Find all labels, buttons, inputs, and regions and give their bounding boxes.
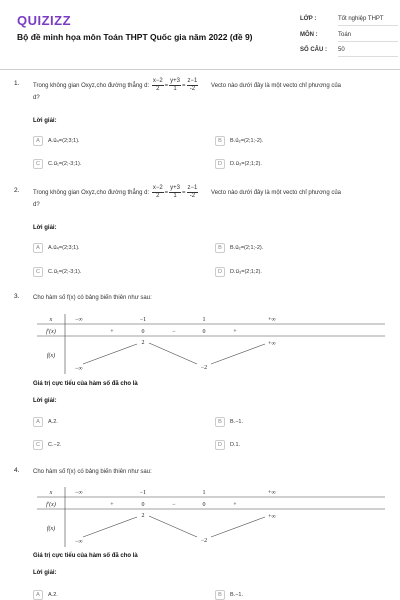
variation-table	[37, 487, 385, 547]
f-value: −2	[200, 365, 208, 371]
meta-value: 50	[338, 47, 398, 57]
fprime-zero: 0	[141, 329, 145, 335]
option-b[interactable]	[215, 590, 243, 600]
fraction	[169, 185, 181, 200]
numerator: y+3	[170, 78, 181, 84]
option-b[interactable]	[215, 417, 243, 427]
option-letter: B	[215, 243, 225, 253]
question-text-after: Vecto nào dưới đây là một vecto chỉ phương của	[211, 190, 342, 197]
f-value: +∞	[268, 341, 276, 347]
variation-table-svg	[37, 487, 385, 547]
option-text: B.u⃗₂=(2;1;-2).	[230, 138, 264, 144]
option-letter: A	[33, 590, 43, 600]
solution-label: Lời giải:	[33, 570, 57, 576]
option-c[interactable]	[33, 440, 61, 450]
option-letter: C	[33, 440, 43, 450]
option-a[interactable]	[33, 417, 58, 427]
fprime-label: f′(x)	[46, 329, 56, 335]
option-text: A.u⃗₄=(2;3;1).	[48, 245, 80, 251]
x-value: −∞	[75, 490, 83, 496]
question-text	[33, 185, 388, 210]
variation-table	[37, 314, 385, 374]
f-value: −∞	[75, 539, 83, 545]
option-a[interactable]	[33, 243, 80, 253]
option-text: D.u⃗₃=(2;1;2).	[230, 161, 262, 167]
option-text: A.2.	[48, 592, 58, 598]
x-value: +∞	[268, 317, 276, 323]
question-text-after: Vecto nào dưới đây là một vecto chỉ phương của	[211, 83, 342, 90]
arrow-up	[83, 517, 137, 537]
f-value: 2	[141, 340, 145, 346]
f-label: f(x)	[46, 353, 56, 359]
fprime-sign: −	[172, 329, 176, 335]
quizizz-logo: QUIZIZZ	[17, 13, 72, 28]
equals-sign: =	[182, 190, 186, 197]
x-value: −∞	[75, 317, 83, 323]
fprime-zero: 0	[202, 502, 206, 508]
x-value: +∞	[268, 490, 276, 496]
arrow-down	[149, 516, 197, 537]
option-d[interactable]	[215, 267, 262, 277]
equals-sign: =	[164, 190, 169, 197]
x-value: 1	[202, 317, 206, 323]
option-letter: D	[215, 267, 225, 277]
option-text: A.u⃗₄=(2;3;1).	[48, 138, 80, 144]
fprime-sign: +	[110, 502, 114, 508]
option-d[interactable]	[215, 159, 262, 169]
question-number: 3.	[14, 293, 20, 300]
meta-label: LỚP :	[300, 16, 317, 22]
fraction	[169, 78, 181, 93]
option-text: C.u⃗₁=(2;-3;1).	[48, 161, 82, 167]
numerator: x−2	[152, 78, 163, 84]
option-b[interactable]	[215, 136, 263, 146]
x-value: −1	[139, 490, 147, 496]
question-text: Cho hàm số f(x) có bảng biến thiên như sau:	[33, 295, 152, 301]
option-letter: B	[215, 136, 225, 146]
option-b[interactable]	[215, 243, 263, 253]
option-c[interactable]	[33, 159, 81, 169]
option-text: B.u⃗₂=(2;1;-2).	[230, 245, 264, 251]
question-text	[33, 78, 388, 103]
fraction	[152, 185, 164, 200]
f-value: −∞	[75, 366, 83, 372]
solution-label: Lời giải:	[33, 118, 57, 124]
numerator: z−1	[187, 78, 198, 84]
f-value: 2	[141, 513, 145, 519]
f-label: f(x)	[46, 526, 56, 532]
question-statement: Giá trị cực tiểu của hàm số đã cho là	[33, 553, 138, 559]
fprime-sign: +	[233, 502, 237, 508]
fraction	[187, 78, 199, 93]
x-label: x	[49, 317, 53, 323]
numerator: x−2	[152, 185, 163, 191]
option-text: C.−2.	[48, 442, 62, 448]
fraction	[187, 185, 199, 200]
option-text: D.1.	[230, 442, 241, 448]
arrow-down	[149, 343, 197, 364]
question-number: 2.	[14, 187, 20, 194]
fprime-sign: +	[110, 329, 114, 335]
option-letter: B	[215, 417, 225, 427]
option-letter: C	[33, 159, 43, 169]
meta-value: Toán	[338, 32, 398, 42]
option-d[interactable]	[215, 440, 240, 450]
meta-label: MÔN :	[300, 32, 318, 38]
denominator: 2	[156, 193, 160, 199]
question-statement: Giá trị cực tiểu của hàm số đã cho là	[33, 381, 138, 387]
option-text: D.u⃗₃=(2;1;2).	[230, 269, 262, 275]
question-text-tail: d?	[33, 202, 40, 208]
meta-count	[300, 47, 345, 53]
arrow-up	[211, 517, 265, 537]
numerator: z−1	[187, 185, 198, 191]
fprime-label: f′(x)	[46, 502, 56, 508]
option-letter: B	[215, 590, 225, 600]
option-text: B.−1.	[230, 419, 243, 425]
meta-label: SỐ CÂU :	[300, 47, 327, 53]
worksheet-header	[0, 0, 400, 70]
f-value: +∞	[268, 514, 276, 520]
question-number: 4.	[14, 467, 20, 474]
option-letter: D	[215, 440, 225, 450]
meta-class	[300, 16, 384, 22]
option-letter: C	[33, 267, 43, 277]
equals-sign: =	[164, 83, 169, 90]
f-value: −2	[200, 538, 208, 544]
option-text: A.2.	[48, 419, 58, 425]
option-a[interactable]	[33, 590, 58, 600]
fprime-sign: +	[233, 329, 237, 335]
option-letter: A	[33, 136, 43, 146]
solution-label: Lời giải:	[33, 225, 57, 231]
arrow-up	[211, 344, 265, 364]
meta-subject	[300, 32, 352, 38]
option-letter: D	[215, 159, 225, 169]
question-text-tail: d?	[33, 95, 40, 101]
x-value: 1	[202, 490, 206, 496]
variation-table-svg	[37, 314, 385, 374]
question-text-before: Trong không gian Oxyz,cho đường thẳng d:	[33, 190, 150, 197]
solution-label: Lời giải:	[33, 398, 57, 404]
equals-sign: =	[182, 83, 186, 90]
option-a[interactable]	[33, 136, 80, 146]
numerator: y+3	[170, 185, 181, 191]
page-title: Bộ đề minh họa môn Toán THPT Quốc gia năm 2022 (đề 9)	[17, 32, 253, 42]
fraction	[152, 78, 164, 93]
denominator: 1	[173, 86, 177, 92]
question-number: 1.	[14, 80, 20, 87]
option-letter: A	[33, 243, 43, 253]
question-text: Cho hàm số f(x) có bảng biến thiên như sau:	[33, 469, 152, 475]
denominator: -2	[189, 193, 196, 199]
question-text-before: Trong không gian Oxyz,cho đường thẳng d:	[33, 83, 150, 90]
fprime-zero: 0	[141, 502, 145, 508]
option-text: C.u⃗₁=(2;-3;1).	[48, 269, 82, 275]
fprime-sign: −	[172, 502, 176, 508]
option-c[interactable]	[33, 267, 81, 277]
denominator: 1	[173, 193, 177, 199]
option-letter: A	[33, 417, 43, 427]
x-value: −1	[139, 317, 147, 323]
meta-value: Tốt nghiệp THPT	[338, 16, 398, 26]
denominator: 2	[156, 86, 160, 92]
x-label: x	[49, 490, 53, 496]
option-text: B.−1.	[230, 592, 243, 598]
arrow-up	[83, 344, 137, 364]
denominator: -2	[189, 86, 196, 92]
fprime-zero: 0	[202, 329, 206, 335]
